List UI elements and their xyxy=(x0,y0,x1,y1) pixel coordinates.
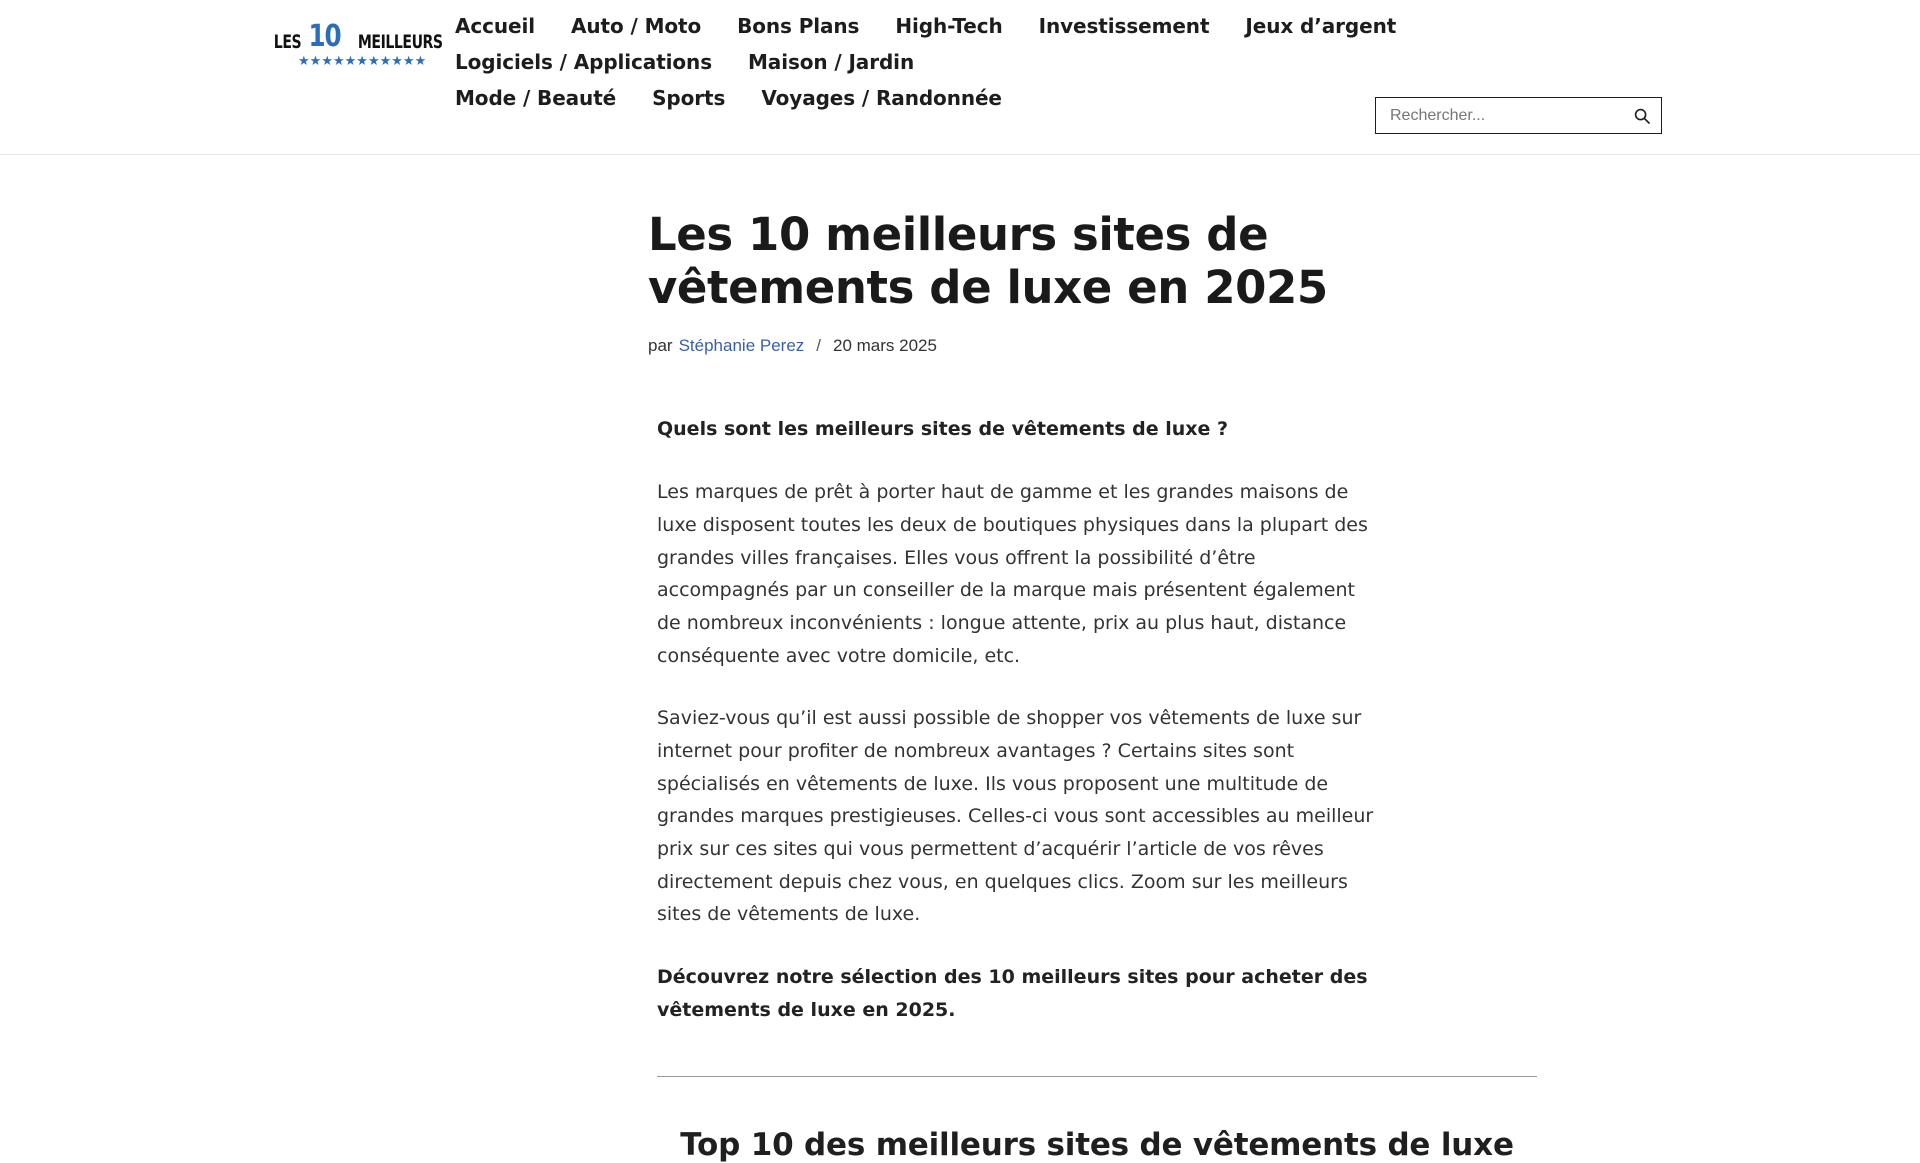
nav-item-high-tech[interactable]: High-Tech xyxy=(895,14,1003,38)
logo-star-icon: ★ xyxy=(356,53,368,68)
search-input[interactable] xyxy=(1376,98,1661,133)
nav-item-mode-beaut[interactable]: Mode / Beauté xyxy=(455,86,617,110)
logo-stars xyxy=(298,54,426,67)
byline-author-link[interactable]: Stéphanie Perez xyxy=(678,336,805,356)
logo-star-icon: ★ xyxy=(332,53,345,68)
nav-item-sports[interactable]: Sports xyxy=(652,86,726,110)
article-byline xyxy=(648,336,1378,356)
byline-by-label: par xyxy=(648,336,673,356)
nav-item-logiciels-applications[interactable]: Logiciels / Applications xyxy=(455,50,712,74)
byline-date: 20 mars 2025 xyxy=(833,336,937,356)
body-paragraph-2: Saviez-vous qu’il est aussi possible de shopper vos vêtements de luxe sur internet pour profiter de nombreux avantages ? Certains sites sont spécialisés en vêtements de luxe. Ils vous proposent une multitude de grandes marques prestigieuses. Celles-ci vous sont accessibles au meilleur prix sur ces sites qui vous permettent d’acquérir l’article de vos rêves directement depuis chez vous, en quelques clics. Zoom sur les meilleurs sites de vêtements de luxe. xyxy=(657,707,1374,926)
nav-item-investissement[interactable]: Investissement xyxy=(1038,14,1210,38)
body-paragraph-1: Les marques de prêt à porter haut de gamme et les grandes maisons de luxe disposent toutes les deux de boutiques physiques dans la plupart des grandes villes françaises. Elles vous offrent la possibilité d’être accompagnés par un conseiller de la marque mais présentent également de nombreux inconvénients : longue attente, prix au plus haut, distance conséquente avec votre domicile, etc. xyxy=(657,481,1368,667)
site-header xyxy=(0,0,1920,155)
logo-text-ten: 10 xyxy=(308,19,341,54)
article-main xyxy=(648,155,1514,1163)
logo-star-icon: ★ xyxy=(344,53,357,68)
search-submit-button[interactable] xyxy=(1631,105,1653,127)
search-icon xyxy=(1634,108,1650,124)
body-paragraph-3: Découvrez notre sélection des 10 meilleurs sites pour acheter des vêtements de luxe en 2025. xyxy=(657,965,1368,1021)
nav-item-voyages-randonn-e[interactable]: Voyages / Randonnée xyxy=(761,86,1002,110)
section-divider xyxy=(657,1076,1537,1077)
logo-wordmark xyxy=(273,19,443,54)
logo-star-icon: ★ xyxy=(321,53,333,68)
logo-star-icon: ★ xyxy=(367,53,380,68)
article-body xyxy=(648,418,1514,1163)
logo-star-icon: ★ xyxy=(391,53,403,68)
nav-row-primary xyxy=(455,8,1615,80)
search-form xyxy=(1375,97,1662,134)
logo-text-meilleurs: MEILLEURS xyxy=(357,31,443,53)
nav-item-auto-moto[interactable]: Auto / Moto xyxy=(571,14,702,38)
search-container xyxy=(1375,97,1662,134)
nav-item-jeux-d-argent[interactable]: Jeux d’argent xyxy=(1245,14,1397,38)
logo-star-icon: ★ xyxy=(379,53,392,68)
article-title: Les 10 meilleurs sites de vêtements de luxe en 2025 xyxy=(648,208,1328,315)
body-question-heading: Quels sont les meilleurs sites de vêtements de luxe ? xyxy=(657,418,1229,441)
logo-text-les: LES xyxy=(273,31,301,53)
nav-item-bons-plans[interactable]: Bons Plans xyxy=(737,14,860,38)
byline-separator: / xyxy=(816,336,822,356)
nav-item-maison-jardin[interactable]: Maison / Jardin xyxy=(748,50,915,74)
logo-star-icon: ★ xyxy=(414,53,427,68)
logo-star-icon: ★ xyxy=(402,53,415,68)
header-inner xyxy=(0,0,1920,154)
logo-star-icon: ★ xyxy=(309,53,322,68)
site-logo[interactable] xyxy=(273,19,443,68)
top10-section-heading: Top 10 des meilleurs sites de vêtements de luxe xyxy=(680,1127,1514,1163)
logo-star-icon: ★ xyxy=(298,53,310,68)
nav-item-accueil[interactable]: Accueil xyxy=(455,14,536,38)
